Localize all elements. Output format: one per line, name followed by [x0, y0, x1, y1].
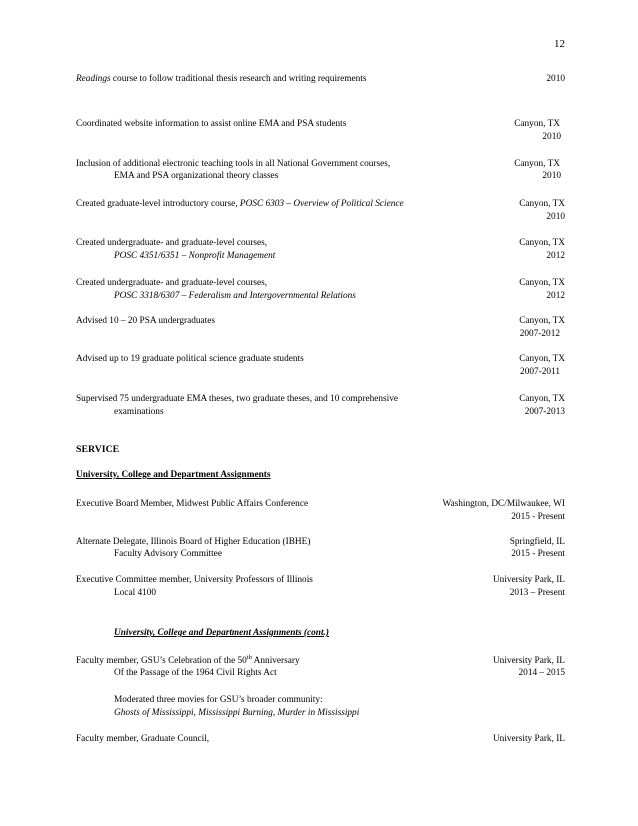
- service-executive-board-text: Executive Board Member, Midwest Public Affairs Conference: [76, 499, 309, 509]
- entry-advised-undergrad-date: 2007-2012: [519, 329, 560, 339]
- entry-federalism-course: POSC 3318/6307 – Federalism and Intergovernmental Relations: [114, 291, 356, 301]
- section-heading-service: SERVICE: [76, 444, 120, 455]
- service-gsu-note-2: Ghosts of Mississippi, Mississippi Burning, Murder in Mississippi: [114, 708, 360, 718]
- entry-supervised-date: 2007-2013: [524, 407, 565, 417]
- service-gsu-date: 2014 – 2015: [518, 668, 565, 678]
- service-ibhe-location: Springfield, IL: [509, 537, 565, 547]
- service-gsu-superscript: th: [246, 653, 252, 661]
- service-gsu-text-a: Faculty member, GSU’s Celebration of the 50: [76, 656, 247, 666]
- entry-intro-course-line: [76, 198, 404, 210]
- entry-advised-undergrad-location: Canyon, TX: [519, 316, 565, 326]
- service-gsu-location: University Park, IL: [492, 656, 565, 666]
- entry-federalism-location: Canyon, TX: [519, 278, 565, 288]
- service-upi-location: University Park, IL: [492, 575, 565, 585]
- entry-federalism-text: Created undergraduate- and graduate-level courses,: [76, 278, 268, 288]
- entry-electronic-text-1: Inclusion of additional electronic teaching tools in all National Government courses,: [76, 159, 391, 169]
- entry-advised-grad-date: 2007-2011: [520, 367, 560, 377]
- page-number: 12: [554, 38, 565, 50]
- entry-website-date: 2010: [542, 132, 561, 142]
- entry-website-location: Canyon, TX: [514, 119, 560, 129]
- service-ibhe-text-2: Faculty Advisory Committee: [114, 549, 222, 559]
- service-executive-board-location: Washington, DC/Milwaukee, WI: [442, 499, 565, 509]
- entry-intro-course-location: Canyon, TX: [519, 199, 565, 209]
- service-ibhe-date: 2015 - Present: [511, 549, 565, 559]
- entry-advised-grad-text: Advised up to 19 graduate political science graduate students: [76, 354, 304, 364]
- entry-nonprofit-course: POSC 4351/6351 – Nonprofit Management: [114, 251, 276, 261]
- service-upi-text-1: Executive Committee member, University Professors of Illinois: [76, 575, 313, 585]
- entry-advised-grad-location: Canyon, TX: [519, 354, 565, 364]
- service-gsu-line-2: Of the Passage of the 1964 Civil Rights Act: [114, 668, 277, 678]
- entry-supervised-location: Canyon, TX: [519, 394, 565, 404]
- service-executive-board-date: 2015 - Present: [511, 512, 565, 522]
- service-gsu-line-1: [76, 655, 300, 667]
- service-upi-date: 2013 – Present: [509, 588, 565, 598]
- service-gsu-note-1: Moderated three movies for GSU’s broader community:: [114, 695, 323, 705]
- entry-intro-course-date: 2010: [546, 212, 565, 222]
- entry-nonprofit-date: 2012: [546, 251, 565, 261]
- entry-readings-italic: Readings: [76, 74, 111, 84]
- entry-readings-date: 2010: [546, 74, 565, 84]
- entry-federalism-date: 2012: [546, 291, 565, 301]
- entry-nonprofit-location: Canyon, TX: [519, 238, 565, 248]
- entry-electronic-text-2: EMA and PSA organizational theory classes: [114, 171, 279, 181]
- subheading-assignments-cont: University, College and Department Assignments (cont.): [114, 628, 329, 638]
- entry-advised-undergrad-text: Advised 10 – 20 PSA undergraduates: [76, 316, 216, 326]
- entry-readings-line: [76, 73, 366, 85]
- service-graduate-council-location: University Park, IL: [492, 734, 565, 744]
- entry-readings-text: course to follow traditional thesis research and writing requirements: [110, 74, 367, 84]
- entry-electronic-location: Canyon, TX: [514, 159, 560, 169]
- subheading-assignments: University, College and Department Assignments: [76, 470, 271, 480]
- entry-supervised-text-2: examinations: [114, 407, 164, 417]
- entry-supervised-text-1: Supervised 75 undergraduate EMA theses, two graduate theses, and 10 comprehensive: [76, 394, 399, 404]
- entry-intro-course-text: Created graduate-level introductory course,: [76, 199, 240, 209]
- entry-electronic-date: 2010: [542, 171, 561, 181]
- service-ibhe-text-1: Alternate Delegate, Illinois Board of Higher Education (IBHE): [76, 537, 311, 547]
- service-graduate-council-text: Faculty member, Graduate Council,: [76, 734, 210, 744]
- entry-intro-course-italic: POSC 6303 – Overview of Political Science: [239, 199, 404, 209]
- entry-website-text: Coordinated website information to assist online EMA and PSA students: [76, 119, 347, 129]
- entry-nonprofit-text: Created undergraduate- and graduate-level courses,: [76, 238, 268, 248]
- service-upi-text-2: Local 4100: [114, 588, 157, 598]
- service-gsu-text-b: Anniversary: [251, 656, 300, 666]
